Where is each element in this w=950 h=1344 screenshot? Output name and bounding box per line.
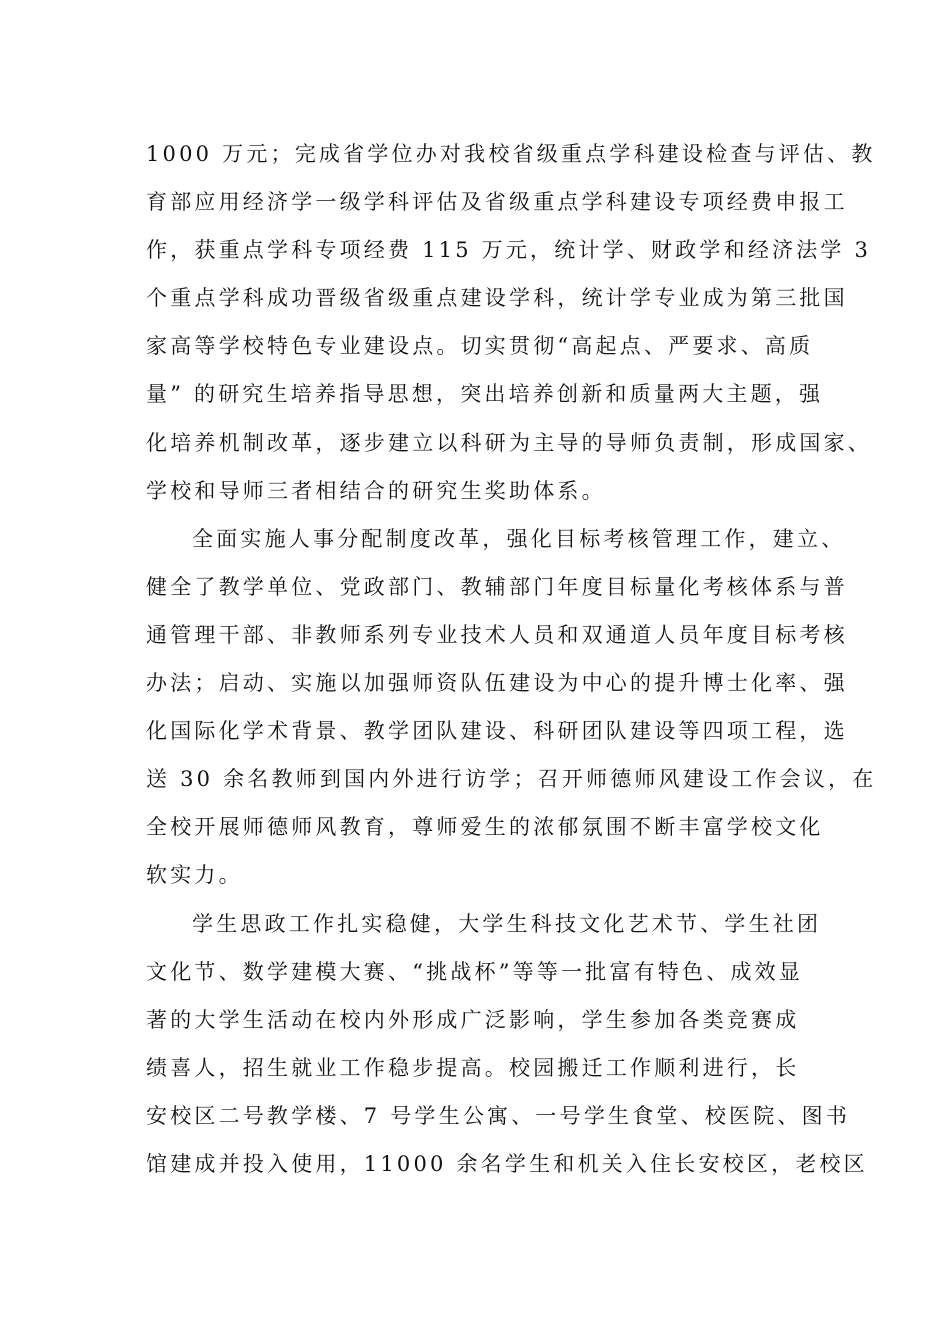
text-line: 通管理干部、非教师系列专业技术人员和双通道人员年度目标考核: [146, 622, 848, 647]
text-line: 安校区二号教学楼、7 号学生公寓、一号学生食堂、校医院、图书: [146, 1103, 851, 1128]
text-line: 绩喜人，招生就业工作稳步提高。校园搬迁工作顺利进行，长: [146, 1055, 800, 1080]
text-line: 馆建成并投入使用，11000 余名学生和机关入住长安校区，老校区: [146, 1151, 868, 1176]
text-line: 化培养机制改革，逐步建立以科研为主导的导师负责制，形成国家、: [146, 430, 872, 455]
text-line: 育部应用经济学一级学科评估及省级重点学科建设专项经费申报工: [146, 190, 848, 215]
text-line: 送 30 余名教师到国内外进行访学；召开师德师风建设工作会议，在: [146, 767, 877, 792]
paragraph-start-line: 全面实施人事分配制度改革，强化目标考核管理工作，建立、: [192, 526, 846, 551]
text-line: 软实力。: [146, 863, 243, 888]
text-line: 量” 的研究生培养指导思想，突出培养创新和质量两大主题，强: [146, 382, 824, 407]
text-line: 1000 万元；完成省学位办对我校省级重点学科建设检查与评估、教: [146, 142, 876, 166]
body-text: [146, 130, 877, 1188]
text-line: 著的大学生活动在校内外形成广泛影响，学生参加各类竞赛成: [146, 1007, 800, 1032]
text-line: 全校开展师德师风教育，尊师爱生的浓郁氛围不断丰富学校文化: [146, 815, 824, 840]
text-line: 文化节、数学建模大赛、“挑战杯”等等一批富有特色、成效显: [146, 959, 804, 984]
text-line: 家高等学校特色专业建设点。切实贯彻“高起点、严要求、高质: [146, 334, 814, 359]
paragraph-start-line: 学生思政工作扎实稳健，大学生科技文化艺术节、学生社团: [192, 911, 822, 936]
text-line: 办法；启动、实施以加强师资队伍建设为中心的提升博士化率、强: [146, 671, 848, 696]
text-line: 学校和导师三者相结合的研究生奖助体系。: [146, 478, 606, 503]
text-line: 作，获重点学科专项经费 115 万元，统计学、财政学和经济法学 3: [146, 238, 872, 263]
text-line: 化国际化学术背景、教学团队建设、科研团队建设等四项工程，选: [146, 719, 848, 744]
text-line: 个重点学科成功晋级省级重点建设学科，统计学专业成为第三批国: [146, 286, 848, 311]
text-line: 健全了教学单位、党政部门、教辅部门年度目标量化考核体系与普: [146, 574, 848, 599]
